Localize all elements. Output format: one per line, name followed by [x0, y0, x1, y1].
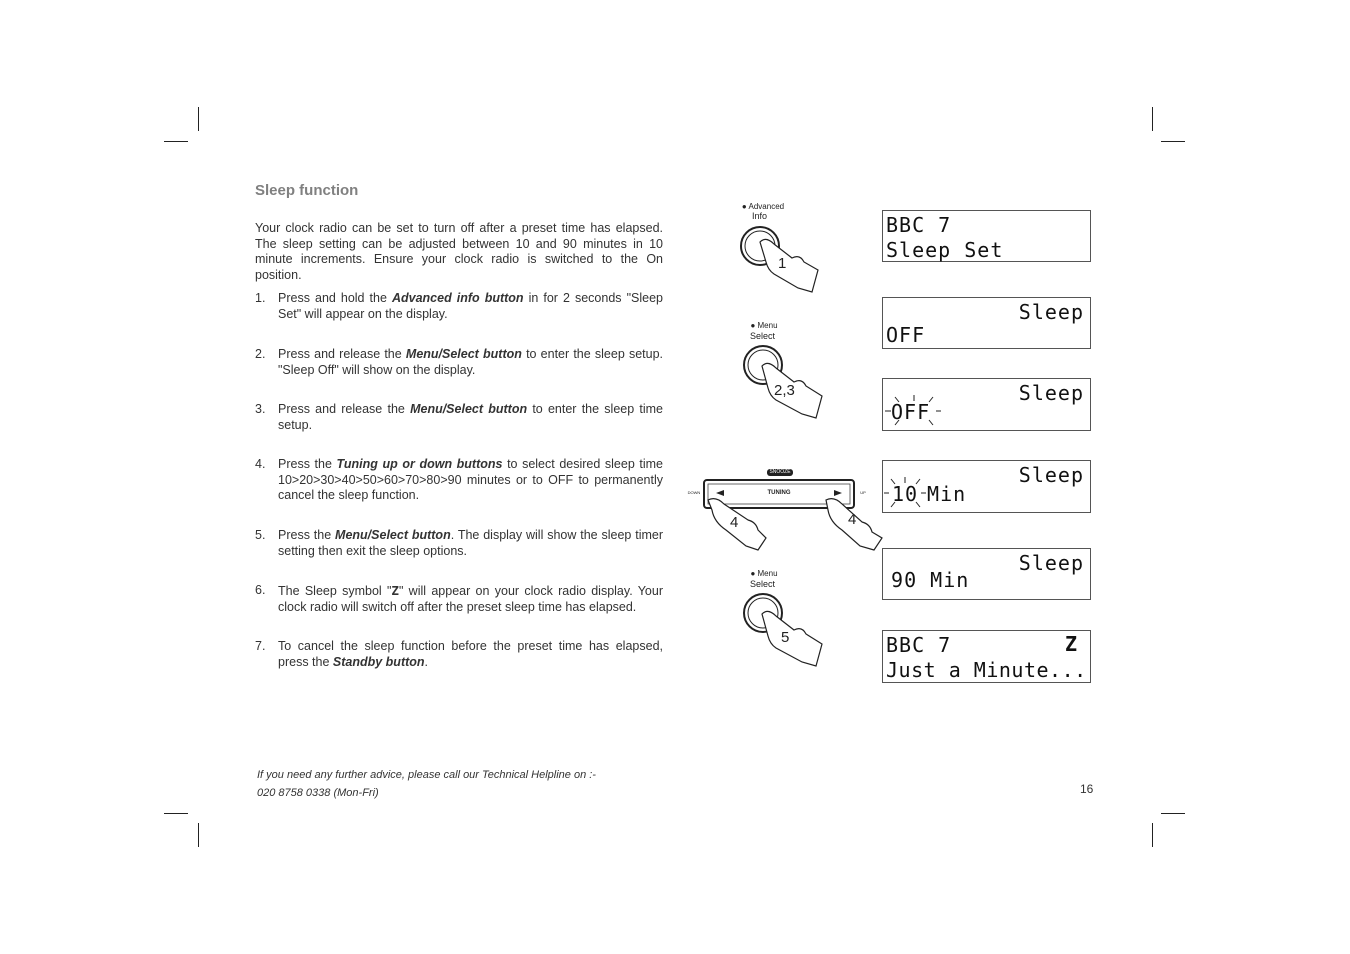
crop-mark — [164, 813, 188, 814]
lcd-display — [878, 548, 1091, 600]
crop-mark — [1152, 107, 1153, 131]
intro-paragraph: Your clock radio can be set to turn off after a preset time has elapsed. The sleep setting can be adjusted between 10 and 90 minutes in 10 minute increments. Ensure your clock radio is switched to the On position. — [255, 221, 663, 282]
up-label: UP — [860, 490, 866, 495]
button-name: Menu/Select button — [410, 402, 528, 416]
select-button-figure — [732, 320, 832, 420]
step-number: 5. — [255, 528, 266, 542]
sleep-icon: Z — [391, 583, 399, 598]
button-label-bottom: Select — [750, 579, 776, 589]
lcd-line1-right: Sleep — [1018, 381, 1084, 405]
crop-mark — [164, 141, 188, 142]
lcd-line2: Sleep Set — [886, 238, 1004, 262]
button-label-top: ● Menu — [750, 569, 778, 578]
step-item: 3. Press and release the Menu/Select button to enter the sleep time setup. — [255, 402, 664, 432]
page-number: 16 — [1080, 782, 1094, 796]
crop-mark — [1161, 813, 1185, 814]
hand-pointer-icon — [732, 568, 832, 668]
hand-pointer-icon — [732, 320, 832, 420]
lcd-display — [882, 297, 1091, 349]
info-button-figure — [730, 200, 830, 295]
lcd-line2: OFF — [886, 323, 926, 347]
button-name: Tuning up or down buttons — [336, 457, 503, 471]
crop-mark — [198, 823, 199, 847]
step-callout: 4 — [848, 511, 857, 528]
lcd-line1: BBC 7 — [886, 633, 952, 657]
tuning-bar-figure — [686, 466, 886, 552]
button-label-top: ● Menu — [750, 321, 778, 330]
step-item: 2. Press and release the Menu/Select button to enter the sleep setup. "Sleep Off" will show on the display. — [255, 347, 664, 377]
lcd-display — [882, 630, 1091, 683]
lcd-line2-flashing: OFF — [891, 400, 931, 424]
select-button-figure — [732, 568, 832, 668]
button-name: Menu/Select button — [335, 528, 451, 542]
lcd-display — [882, 210, 1091, 262]
snooze-label: SNOOZE — [769, 469, 791, 475]
step-callout: 5 — [781, 629, 790, 646]
step-callout: 2,3 — [774, 382, 795, 399]
lcd-line2: 90 Min — [878, 568, 970, 592]
step-item: 1. Press and hold the Advanced info button in for 2 seconds "Sleep Set" will appear on the display. — [255, 291, 663, 321]
down-label: DOWN — [687, 490, 701, 495]
tuning-label: TUNING — [767, 490, 791, 496]
lcd-line1-right: Sleep — [1018, 463, 1084, 487]
crop-mark — [1161, 141, 1185, 142]
lcd-line1-right: Sleep — [1018, 551, 1084, 575]
lcd-line1: BBC 7 — [886, 213, 952, 237]
step-callout: 1 — [778, 255, 787, 272]
lcd-line1-right: Sleep — [1018, 300, 1084, 324]
lcd-display — [882, 378, 1091, 431]
section-title: Sleep function — [255, 182, 359, 199]
lcd-display — [882, 460, 1091, 513]
lcd-line2: Min — [914, 482, 967, 506]
step-number: 1. — [255, 291, 266, 305]
footer-helpline: If you need any further advice, please call our Technical Helpline on :- — [257, 769, 596, 781]
step-number: 4. — [255, 457, 266, 471]
lcd-line2-flashing: 10 — [892, 482, 919, 506]
hand-pointer-icon — [730, 200, 830, 295]
crop-mark — [1152, 823, 1153, 847]
step-number: 2. — [255, 347, 266, 361]
sleep-icon: Z — [1064, 632, 1078, 656]
button-label-top: ● Advanced — [741, 202, 785, 211]
button-name: Standby button — [332, 654, 425, 669]
button-label-bottom: Select — [750, 331, 776, 341]
step-number: 3. — [255, 402, 266, 416]
step-item: 4. Press the Tuning up or down buttons to select desired sleep time 10>20>30>40>50>60>70>80>90 minutes or to OFF to permanently cancel the sleep function. — [255, 457, 663, 503]
lcd-line2: Just a Minute... — [886, 658, 1087, 682]
crop-mark — [198, 107, 199, 131]
footer-phone: 020 8758 0338 (Mon-Fri) — [257, 787, 379, 799]
tuning-bar-drawing — [686, 466, 886, 552]
button-name: Advanced info button — [391, 291, 524, 305]
button-name: Menu/Select button — [405, 347, 522, 361]
step-item: 5. Press the Menu/Select button. The display will show the sleep timer setting then exit the sleep options. — [255, 528, 663, 558]
button-label-bottom: Info — [752, 211, 768, 221]
step-number: 6. — [255, 583, 266, 597]
step-item: 7. To cancel the sleep function before the preset time has elapsed, press the Standby button. — [255, 639, 663, 669]
step-number: 7. — [255, 639, 266, 653]
step-item: 6. The Sleep symbol "Z" will appear on your clock radio display. Your clock radio will switch off after the preset sleep time has elapsed. — [255, 583, 663, 614]
step-callout: 4 — [730, 514, 739, 531]
